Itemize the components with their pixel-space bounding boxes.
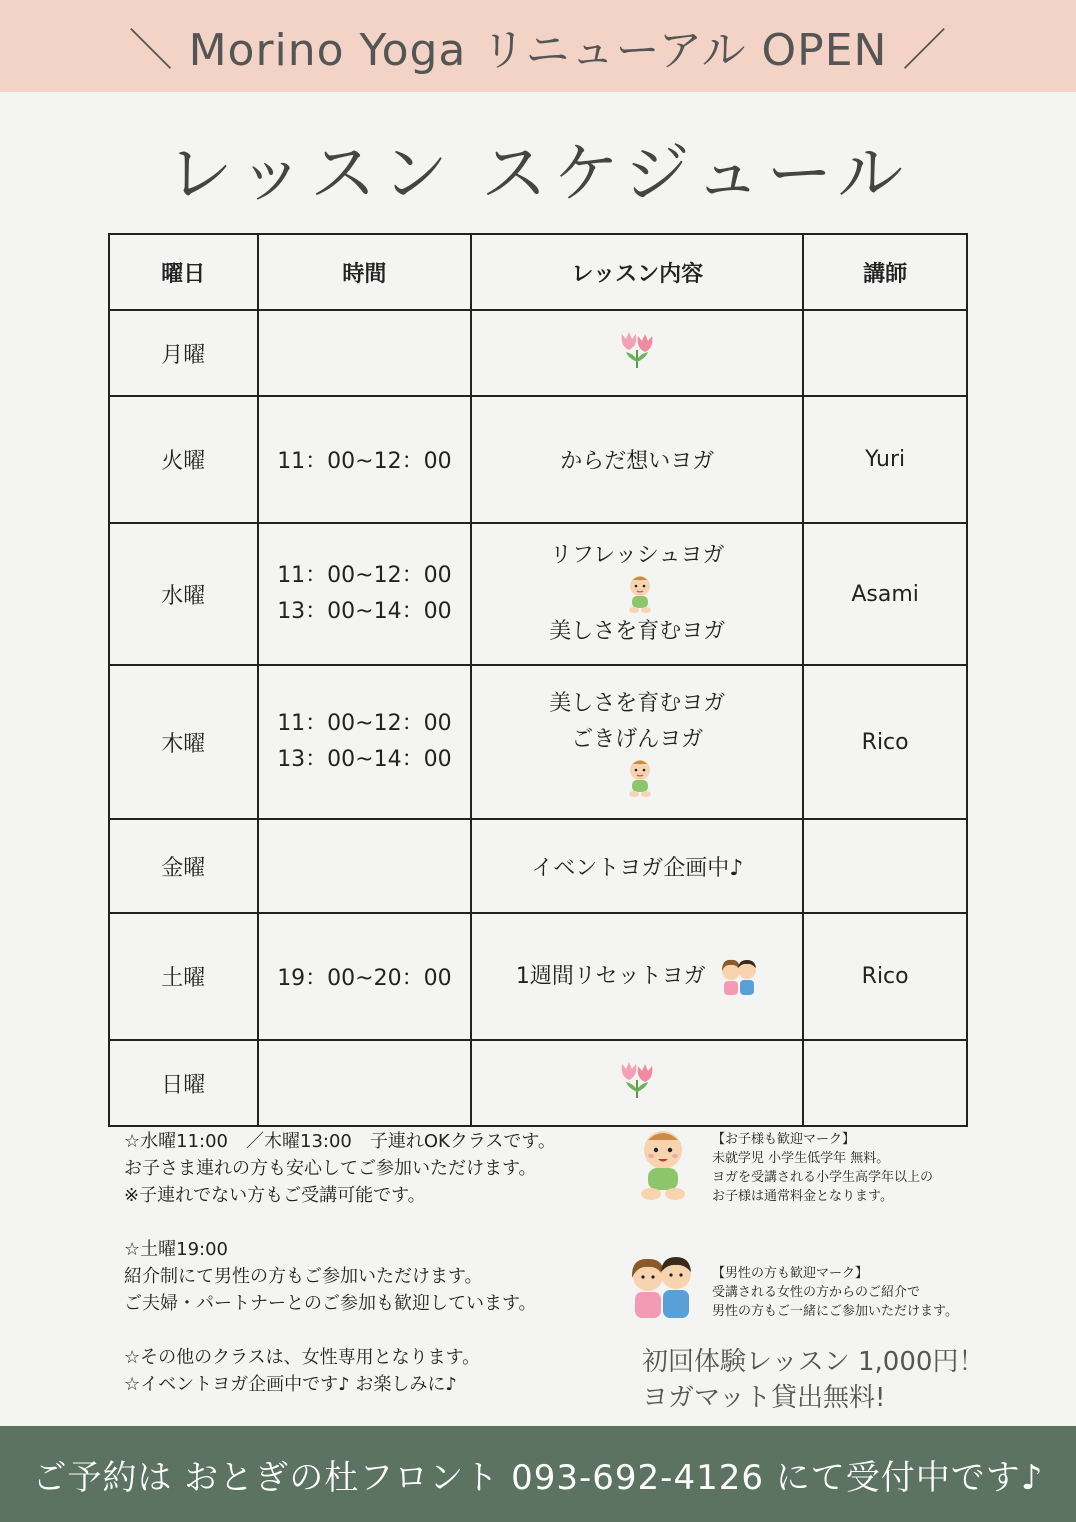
day-cell: 月曜 (109, 310, 258, 396)
lesson-item (472, 538, 802, 614)
table-row (109, 523, 967, 665)
header-teacher: 講師 (803, 234, 967, 310)
teacher-cell (803, 1040, 967, 1126)
time-cell (258, 819, 472, 913)
day-cell: 火曜 (109, 396, 258, 523)
note-line: 紹介制にて男性の方もご参加いただけます。 (124, 1266, 483, 1287)
notes-section (124, 1128, 614, 1398)
lesson-cell: からだ想いヨガ (471, 396, 803, 523)
day-cell: 木曜 (109, 665, 258, 819)
note-line: ☆その他のクラスは、女性専用となります。 (124, 1347, 481, 1368)
teacher-cell (803, 819, 967, 913)
note-line: ご夫婦・パートナーとのご参加も歓迎しています。 (124, 1293, 537, 1314)
couple-icon (719, 957, 759, 997)
footer-reservation: ご予約は おとぎの杜フロント 093-692-4126 にて受付中です♪ (0, 1426, 1076, 1522)
time-slot: 13：00~14：00 (277, 599, 452, 624)
note-line: ☆水曜11:00 ／木曜13:00 子連れOKクラスです。 (124, 1131, 556, 1152)
table-header-row (109, 234, 967, 310)
table-row (109, 310, 967, 396)
lesson-cell (471, 1040, 803, 1126)
time-slot: 13：00~14：00 (277, 747, 452, 772)
lesson-cell (471, 523, 803, 665)
table-row (109, 819, 967, 913)
lesson-item: 美しさを育むヨガ (549, 691, 726, 716)
mark-title: 【お子様も歓迎マーク】 (712, 1132, 856, 1147)
header-lesson: レッスン内容 (471, 234, 803, 310)
promo-line: ヨガマット貸出無料! (642, 1383, 886, 1413)
teacher-cell: Asami (803, 523, 967, 665)
note-line: ☆土曜19:00 (124, 1239, 229, 1260)
day-cell: 金曜 (109, 819, 258, 913)
day-cell: 水曜 (109, 523, 258, 665)
time-cell: 11：00~12：00 (258, 396, 472, 523)
tulip-icon (612, 1058, 662, 1102)
lesson-name: 1週間リセットヨガ (515, 963, 706, 989)
mark-line: 未就学児 小学生低学年 無料。 (712, 1151, 890, 1166)
teacher-cell: Yuri (803, 396, 967, 523)
lesson-name: ごきげんヨガ (571, 727, 704, 752)
couple-icon (628, 1254, 696, 1320)
day-cell: 土曜 (109, 913, 258, 1040)
table-row (109, 913, 967, 1040)
mark-line: ヨガを受講される小学生高学年以上の (712, 1170, 934, 1185)
note-line: お子さま連れの方も安心してご参加いただけます。 (124, 1158, 537, 1179)
time-slot: 11：00~12：00 (277, 711, 452, 736)
time-cell (258, 1040, 472, 1126)
top-banner: ＼ Morino Yoga リニューアル OPEN ／ (0, 0, 1076, 92)
teacher-cell (803, 310, 967, 396)
day-cell: 日曜 (109, 1040, 258, 1126)
time-cell (258, 665, 472, 819)
schedule-table (108, 233, 968, 1127)
lesson-cell: イベントヨガ企画中♪ (471, 819, 803, 913)
mark-line: お子様は通常料金となります。 (712, 1189, 893, 1204)
mark-line: 受講される女性の方からのご紹介で (712, 1285, 921, 1300)
mark-line: 男性の方もご一緒にご参加いただけます。 (712, 1304, 958, 1319)
baby-icon (625, 574, 655, 614)
mark-title: 【男性の方も歓迎マーク】 (712, 1266, 869, 1281)
lesson-name: リフレッシュヨガ (550, 543, 725, 568)
note-line: ※子連れでない方もご受講可能です。 (124, 1185, 426, 1206)
header-time: 時間 (258, 234, 472, 310)
male-welcome-mark (712, 1264, 958, 1321)
header-day: 曜日 (109, 234, 258, 310)
note-line: ☆イベントヨガ企画中です♪ お楽しみに♪ (124, 1374, 457, 1395)
lesson-cell (471, 665, 803, 819)
lesson-item: 美しさを育むヨガ (549, 619, 726, 644)
promo-section (642, 1344, 984, 1416)
lesson-item (472, 722, 802, 798)
promo-line: 初回体験レッスン 1,000円！ (642, 1347, 985, 1377)
table-row (109, 665, 967, 819)
tulip-icon (612, 328, 662, 372)
time-cell (258, 523, 472, 665)
time-cell: 19：00~20：00 (258, 913, 472, 1040)
table-row (109, 1040, 967, 1126)
time-slot: 11：00~12：00 (277, 563, 452, 588)
lesson-cell (471, 913, 803, 1040)
teacher-cell: Rico (803, 913, 967, 1040)
time-cell (258, 310, 472, 396)
baby-icon (625, 758, 655, 798)
baby-icon (636, 1128, 690, 1202)
lesson-cell (471, 310, 803, 396)
page-title: レッスン スケジュール (166, 135, 910, 212)
table-row (109, 396, 967, 523)
child-welcome-mark (712, 1130, 933, 1206)
teacher-cell: Rico (803, 665, 967, 819)
